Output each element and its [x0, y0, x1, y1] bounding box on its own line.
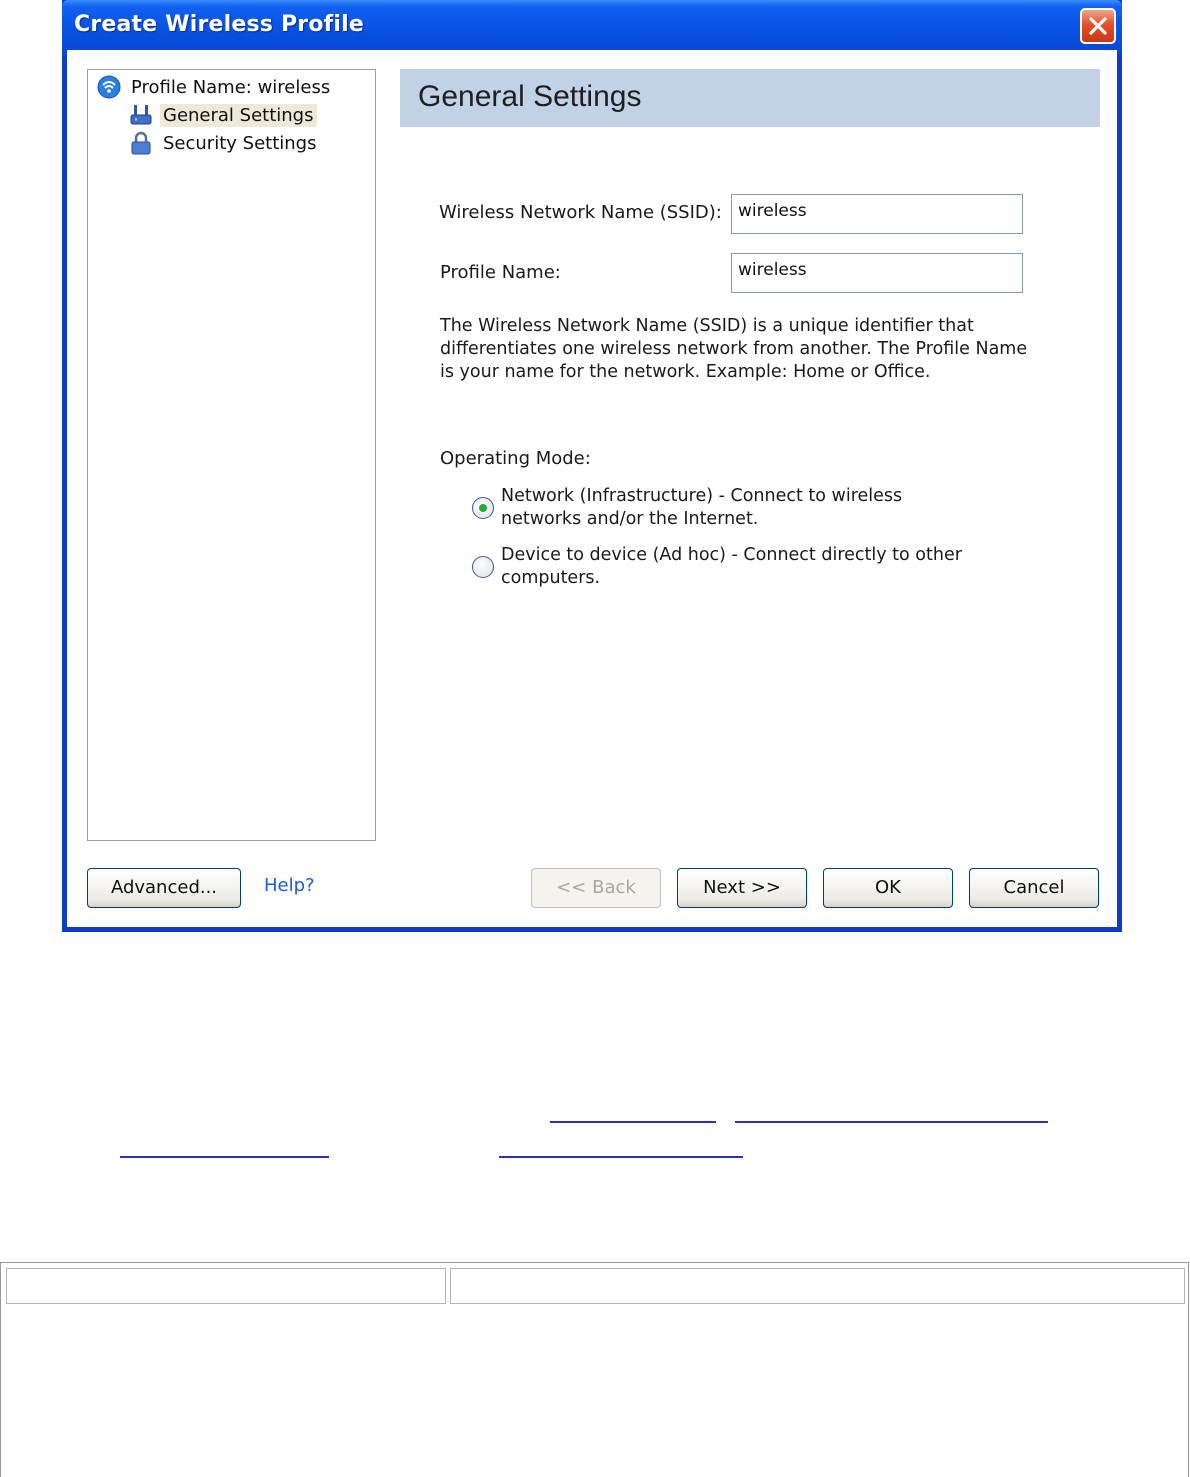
advanced-button[interactable]: Advanced...	[87, 868, 241, 908]
info-table	[0, 1262, 1189, 1477]
lock-icon	[128, 130, 154, 156]
tree-label-general-settings: General Settings	[160, 104, 317, 127]
ssid-input[interactable]: wireless	[731, 194, 1023, 234]
tree-item-general-settings[interactable]	[128, 102, 317, 128]
ok-button[interactable]: OK	[823, 868, 953, 908]
radio-adhoc-button[interactable]	[472, 556, 494, 578]
back-button[interactable]: << Back	[531, 868, 661, 908]
close-icon	[1088, 16, 1108, 36]
window-title: Create Wireless Profile	[74, 12, 365, 37]
next-button[interactable]: Next >>	[677, 868, 807, 908]
tree-label-security-settings: Security Settings	[163, 132, 317, 154]
ssid-label: Wireless Network Name (SSID):	[439, 202, 722, 223]
dialog-body	[67, 50, 1117, 927]
table-header-cell-1	[6, 1268, 446, 1304]
link-underline-3[interactable]	[120, 1156, 329, 1158]
wireless-globe-icon	[96, 74, 122, 100]
description-text: The Wireless Network Name (SSID) is a unique identifier that differentiates one wireless network from another. The Profile Name is your name for the network. Example: Home or Office.	[440, 316, 1028, 382]
title-bar[interactable]	[62, 0, 1122, 54]
operating-mode-label: Operating Mode:	[440, 448, 591, 469]
cancel-button[interactable]: Cancel	[969, 868, 1099, 908]
create-wireless-profile-window	[62, 0, 1122, 932]
link-underline-4[interactable]	[499, 1156, 743, 1158]
radio-adhoc-label: Device to device (Ad hoc) - Connect directly to other computers.	[501, 545, 962, 588]
profile-name-input[interactable]: wireless	[731, 253, 1023, 293]
tree-item-security-settings[interactable]	[128, 130, 319, 156]
profile-name-label: Profile Name:	[440, 262, 561, 283]
link-underline-1[interactable]	[550, 1121, 716, 1123]
radio-infrastructure[interactable]	[472, 485, 971, 531]
table-header-cell-2	[450, 1268, 1185, 1304]
help-link[interactable]: Help?	[264, 875, 315, 896]
radio-infrastructure-button[interactable]	[472, 497, 494, 519]
page-title: General Settings	[418, 80, 642, 113]
tree-label-profile: Profile Name: wireless	[131, 76, 331, 98]
profile-tree	[87, 69, 376, 841]
close-button[interactable]	[1080, 8, 1116, 44]
section-header	[400, 69, 1100, 127]
link-underline-2[interactable]	[735, 1121, 1048, 1123]
radio-infrastructure-label: Network (Infrastructure) - Connect to wireless networks and/or the Internet.	[501, 486, 903, 529]
network-adapter-icon	[128, 102, 154, 128]
radio-adhoc[interactable]	[472, 544, 971, 590]
tree-item-profile[interactable]	[96, 74, 333, 100]
